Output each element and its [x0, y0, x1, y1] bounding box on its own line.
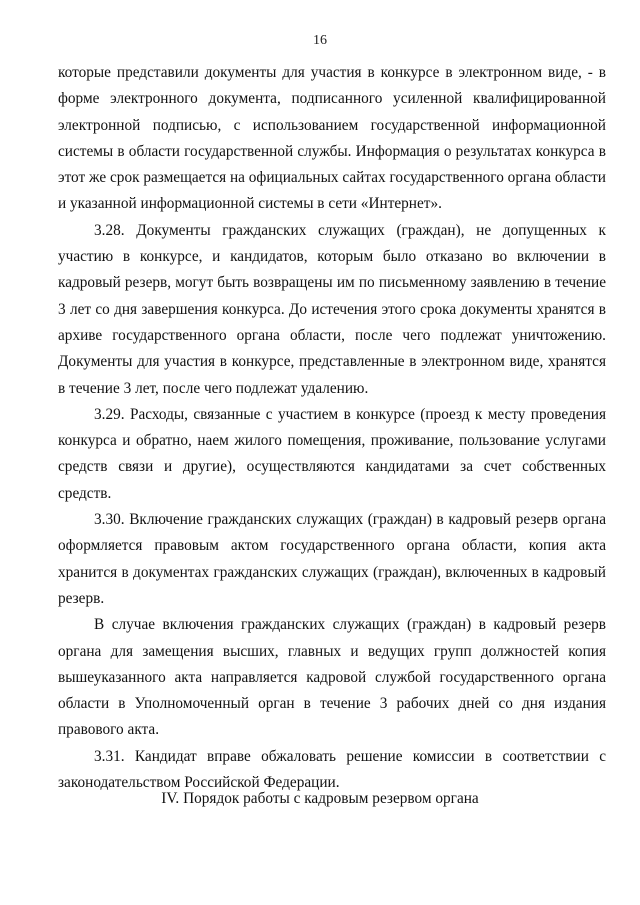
- paragraph-3-29: 3.29. Расходы, связанные с участием в конкурсе (проезд к месту проведения конкурса и обратно, наем жилого помещения, проживание, пользование услугами средств связи и другие), осуществляются кандидатами за счет собственных средств.: [58, 405, 606, 502]
- page-number: 16: [313, 33, 327, 48]
- paragraph-3-30-continued: В случае включения гражданских служащих (граждан) в кадровый резерв органа для замещения высших, главных и ведущих групп должностей копия вышеуказанного акта направляется кадровой службой государственного органа области в Уполномоченный орган в течение 3 рабочих дней со дня издания правового акта.: [58, 616, 606, 739]
- paragraph-continuation: которые представили документы для участия в конкурсе в электронном виде, - в форме электронного документа, подписанного усиленной квалифицированной электронной подписью, с использованием государственной информационной системы в области государственной службы. Информация о результатах конкурса в этот же срок размещается на официальных сайтах государственного органа области и указанной информационной системы в сети «Интернет».: [58, 64, 606, 213]
- section-heading: IV. Порядок работы с кадровым резервом органа: [161, 790, 479, 807]
- document-body: [58, 60, 606, 796]
- paragraph-3-28: 3.28. Документы гражданских служащих (граждан), не допущенных к участию в конкурсе, и кандидатов, которым было отказано во включении в кадровый резерв, могут быть возвращены им по письменному заявлению в течение 3 лет со дня завершения конкурса. До истечения этого срока документы хранятся в архиве государственного органа области, после чего подлежат уничтожению. Документы для участия в конкурсе, представленные в электронном виде, хранятся в течение 3 лет, после чего подлежат удалению.: [58, 221, 606, 397]
- paragraph-3-30: 3.30. Включение гражданских служащих (граждан) в кадровый резерв органа оформляется правовым актом государственного органа области, копия акта хранится в документах гражданских служащих (граждан), включенных в кадровый резерв.: [58, 511, 606, 607]
- paragraph-3-31: 3.31. Кандидат вправе обжаловать решение комиссии в соответствии с законодательством Российской Федерации.: [58, 747, 606, 792]
